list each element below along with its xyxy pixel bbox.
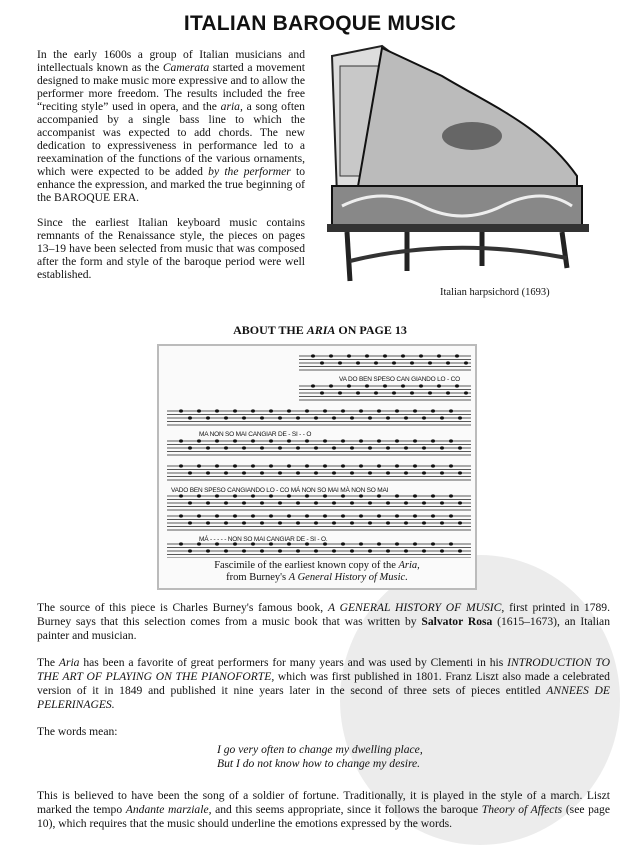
note bbox=[359, 439, 363, 442]
note bbox=[419, 384, 423, 387]
body-paragraph-3: The words mean: bbox=[37, 725, 118, 738]
text-run: aria, bbox=[220, 100, 243, 113]
note bbox=[377, 494, 381, 497]
text-run: Andante marziale, bbox=[125, 803, 212, 816]
section-heading bbox=[0, 323, 640, 338]
note bbox=[338, 361, 342, 364]
text-run: Camerata bbox=[162, 61, 210, 74]
note bbox=[359, 464, 363, 467]
note bbox=[188, 471, 192, 474]
note bbox=[323, 439, 327, 442]
note bbox=[386, 416, 390, 419]
note bbox=[215, 439, 219, 442]
note bbox=[404, 549, 408, 552]
note bbox=[341, 494, 345, 497]
note bbox=[188, 549, 192, 552]
note bbox=[440, 446, 444, 449]
note bbox=[341, 514, 345, 517]
note bbox=[242, 521, 246, 524]
note bbox=[197, 494, 201, 497]
note bbox=[449, 514, 453, 517]
note bbox=[320, 391, 324, 394]
note bbox=[395, 514, 399, 517]
heading-text: ABOUT THE bbox=[233, 323, 307, 337]
note bbox=[233, 439, 237, 442]
note bbox=[455, 384, 459, 387]
note bbox=[332, 446, 336, 449]
note bbox=[260, 416, 264, 419]
note bbox=[188, 446, 192, 449]
note bbox=[332, 416, 336, 419]
note bbox=[431, 494, 435, 497]
note bbox=[224, 549, 228, 552]
note bbox=[404, 471, 408, 474]
note bbox=[428, 391, 432, 394]
note bbox=[377, 514, 381, 517]
note bbox=[197, 409, 201, 412]
text-run: by the performer bbox=[208, 165, 291, 178]
note bbox=[296, 501, 300, 504]
text-run: The bbox=[37, 656, 59, 669]
note bbox=[440, 521, 444, 524]
note bbox=[260, 549, 264, 552]
text-run: and this seems appropriate, since it follows the baroque bbox=[211, 803, 482, 816]
note bbox=[404, 416, 408, 419]
text-run: The source of this piece is Charles Burney's famous book, bbox=[37, 601, 328, 614]
note bbox=[410, 361, 414, 364]
note bbox=[341, 464, 345, 467]
note bbox=[224, 501, 228, 504]
note bbox=[287, 494, 291, 497]
note bbox=[386, 549, 390, 552]
note bbox=[395, 439, 399, 442]
lyric-line: MÁ - - - - - NON SO MAI CANGIAR DE - SI - O. bbox=[199, 536, 328, 543]
note bbox=[179, 542, 183, 545]
note bbox=[368, 549, 372, 552]
text-run: This is believed to have been the song of a soldier of fortune. Traditionally, it is played in the style of a march. Liszt marked the tempo bbox=[37, 789, 610, 816]
note bbox=[179, 464, 183, 467]
quote-line-1: I go very often to change my dwelling place, bbox=[217, 743, 423, 756]
note bbox=[449, 439, 453, 442]
note bbox=[188, 521, 192, 524]
note bbox=[431, 409, 435, 412]
note bbox=[287, 439, 291, 442]
note bbox=[395, 494, 399, 497]
note bbox=[305, 409, 309, 412]
note bbox=[440, 549, 444, 552]
note bbox=[350, 446, 354, 449]
note bbox=[455, 354, 459, 357]
note bbox=[242, 446, 246, 449]
note bbox=[422, 549, 426, 552]
lyric-line: MA NON SO MAI CANGIAR DE - SI - - O bbox=[199, 431, 312, 438]
note bbox=[314, 471, 318, 474]
note bbox=[392, 391, 396, 394]
note bbox=[464, 361, 468, 364]
note bbox=[422, 416, 426, 419]
note bbox=[437, 384, 441, 387]
text-run: first printed in 1789. Burney says that this selection comes from a music book that was written by bbox=[37, 601, 610, 628]
note bbox=[242, 501, 246, 504]
note bbox=[260, 501, 264, 504]
text-run: has been a favorite of great performers for many years and was used by Clementi in his bbox=[79, 656, 508, 669]
note bbox=[413, 514, 417, 517]
note bbox=[392, 361, 396, 364]
note bbox=[311, 354, 315, 357]
note bbox=[440, 501, 444, 504]
note bbox=[350, 521, 354, 524]
note bbox=[401, 354, 405, 357]
note bbox=[404, 501, 408, 504]
note bbox=[251, 409, 255, 412]
note bbox=[440, 471, 444, 474]
note bbox=[323, 514, 327, 517]
note bbox=[323, 494, 327, 497]
note bbox=[347, 384, 351, 387]
note bbox=[269, 439, 273, 442]
note bbox=[215, 494, 219, 497]
note bbox=[431, 514, 435, 517]
note bbox=[320, 361, 324, 364]
note bbox=[386, 446, 390, 449]
note bbox=[188, 501, 192, 504]
text-run: ANNEES DE PELERINAGES. bbox=[37, 684, 610, 711]
note bbox=[422, 501, 426, 504]
note bbox=[332, 549, 336, 552]
note bbox=[305, 494, 309, 497]
note bbox=[359, 542, 363, 545]
note bbox=[350, 416, 354, 419]
lyric-line: VA DO BEN SPESO CAN GIANDO LO - CO bbox=[339, 376, 460, 383]
note bbox=[305, 464, 309, 467]
note bbox=[401, 384, 405, 387]
note bbox=[251, 464, 255, 467]
note bbox=[413, 494, 417, 497]
note bbox=[413, 439, 417, 442]
note bbox=[377, 542, 381, 545]
note bbox=[449, 464, 453, 467]
note bbox=[329, 354, 333, 357]
text-run: A GENERAL HISTORY OF MUSIC, bbox=[327, 601, 505, 614]
body-paragraph-1 bbox=[37, 601, 610, 643]
body-paragraph-2 bbox=[37, 656, 610, 712]
note bbox=[341, 409, 345, 412]
note bbox=[368, 521, 372, 524]
note bbox=[368, 501, 372, 504]
note bbox=[350, 549, 354, 552]
note bbox=[269, 514, 273, 517]
note bbox=[260, 446, 264, 449]
note bbox=[215, 409, 219, 412]
note bbox=[287, 409, 291, 412]
heading-text-end: ON PAGE 13 bbox=[335, 323, 407, 337]
note bbox=[341, 439, 345, 442]
text-run: started a movement designed to make music more expressive and to allow the performer more freedom. The results included the free “reciting style” used in opera, and the bbox=[37, 61, 306, 113]
note bbox=[287, 464, 291, 467]
note bbox=[305, 439, 309, 442]
note bbox=[374, 391, 378, 394]
note bbox=[296, 416, 300, 419]
note bbox=[242, 549, 246, 552]
note bbox=[419, 354, 423, 357]
note bbox=[368, 471, 372, 474]
note bbox=[242, 471, 246, 474]
note bbox=[458, 501, 462, 504]
note bbox=[314, 416, 318, 419]
note bbox=[296, 549, 300, 552]
note bbox=[404, 521, 408, 524]
note bbox=[251, 494, 255, 497]
note bbox=[356, 391, 360, 394]
note bbox=[206, 549, 210, 552]
note bbox=[329, 384, 333, 387]
note bbox=[449, 494, 453, 497]
intro-paragraph-1 bbox=[37, 48, 305, 204]
note bbox=[413, 409, 417, 412]
note bbox=[278, 521, 282, 524]
caption-text: from Burney's bbox=[226, 572, 289, 583]
note bbox=[323, 409, 327, 412]
note bbox=[359, 409, 363, 412]
text-run: Salvator Rosa bbox=[421, 615, 493, 628]
note bbox=[287, 514, 291, 517]
note bbox=[296, 471, 300, 474]
note bbox=[446, 361, 450, 364]
text-run: Aria bbox=[58, 656, 80, 669]
note bbox=[377, 439, 381, 442]
note bbox=[431, 464, 435, 467]
note bbox=[359, 494, 363, 497]
note bbox=[386, 521, 390, 524]
note bbox=[296, 446, 300, 449]
note bbox=[440, 416, 444, 419]
note bbox=[179, 514, 183, 517]
note bbox=[197, 514, 201, 517]
note bbox=[410, 391, 414, 394]
text-run: which was first published in 1801. Franz Liszt also made a celebrated version of it in 1849 and published it nine years later in the second of three sets of pieces entitled bbox=[37, 670, 610, 697]
note bbox=[224, 416, 228, 419]
note bbox=[377, 464, 381, 467]
note bbox=[179, 409, 183, 412]
note bbox=[458, 549, 462, 552]
note bbox=[278, 549, 282, 552]
note bbox=[347, 354, 351, 357]
text-run: INTRODUCTION TO THE ART OF PLAYING ON THE PIANOFORTE, bbox=[37, 656, 610, 683]
note bbox=[233, 464, 237, 467]
note bbox=[206, 471, 210, 474]
quote bbox=[37, 743, 610, 771]
note bbox=[206, 501, 210, 504]
page-title: ITALIAN BAROQUE MUSIC bbox=[183, 12, 457, 35]
note bbox=[374, 361, 378, 364]
note bbox=[215, 514, 219, 517]
note bbox=[386, 501, 390, 504]
note bbox=[314, 521, 318, 524]
lyric-line: VADO BEN SPESO CANGIANDO LO - CO MÁ NON SO MAI MÀ NON SO MAI bbox=[171, 487, 389, 494]
note bbox=[332, 501, 336, 504]
note bbox=[422, 446, 426, 449]
note bbox=[260, 471, 264, 474]
note bbox=[224, 471, 228, 474]
body-text bbox=[37, 601, 610, 844]
note bbox=[356, 361, 360, 364]
note bbox=[269, 464, 273, 467]
note bbox=[365, 384, 369, 387]
note bbox=[332, 471, 336, 474]
note bbox=[458, 521, 462, 524]
note bbox=[458, 416, 462, 419]
note bbox=[449, 409, 453, 412]
heading-italic: ARIA bbox=[306, 323, 336, 337]
caption-italic: A General History of Music. bbox=[288, 572, 408, 583]
note bbox=[251, 514, 255, 517]
note bbox=[350, 471, 354, 474]
harpsichord-illustration bbox=[312, 36, 612, 286]
text-run: a song often accompanied by a single bass line to which the accompanist was expected to add chords. The new dedication to expressiveness in performance led to a reexamination of the functions of the various ornaments, which were expected to be added bbox=[37, 100, 305, 178]
note bbox=[278, 446, 282, 449]
music-facsimile bbox=[157, 344, 477, 590]
note bbox=[278, 416, 282, 419]
note bbox=[395, 409, 399, 412]
caption-italic: Aria, bbox=[398, 560, 420, 571]
note bbox=[458, 471, 462, 474]
note bbox=[278, 501, 282, 504]
note bbox=[404, 446, 408, 449]
note bbox=[350, 501, 354, 504]
text-run: to enhance the expression, and marked the true beginning of the BAROQUE ERA. bbox=[37, 165, 306, 204]
note bbox=[413, 464, 417, 467]
intro-paragraph-2: Since the earliest Italian keyboard music contains remnants of the Renaissance style, the pieces on pages 13–19 have been selected from music that was composed after the form and style of the baroque period were well established. bbox=[37, 216, 305, 281]
note bbox=[233, 494, 237, 497]
note bbox=[446, 391, 450, 394]
note bbox=[368, 416, 372, 419]
note bbox=[269, 409, 273, 412]
note bbox=[305, 514, 309, 517]
caption-text: Fascimile of the earliest known copy of the bbox=[214, 560, 399, 571]
note bbox=[368, 446, 372, 449]
note bbox=[278, 471, 282, 474]
note bbox=[395, 464, 399, 467]
body-paragraph-4 bbox=[37, 789, 610, 831]
note bbox=[338, 391, 342, 394]
note bbox=[314, 501, 318, 504]
note bbox=[341, 542, 345, 545]
note bbox=[311, 384, 315, 387]
harpsichord-caption: Italian harpsichord (1693) bbox=[440, 287, 550, 298]
note bbox=[179, 439, 183, 442]
note bbox=[383, 354, 387, 357]
note bbox=[437, 354, 441, 357]
note bbox=[395, 542, 399, 545]
note bbox=[206, 446, 210, 449]
text-run: Theory of Affects bbox=[481, 803, 563, 816]
note bbox=[260, 521, 264, 524]
note bbox=[422, 521, 426, 524]
note bbox=[242, 416, 246, 419]
note bbox=[206, 416, 210, 419]
note bbox=[332, 521, 336, 524]
note bbox=[359, 514, 363, 517]
text-run: In the early 1600s a group of Italian musicians and intellectuals known as the bbox=[37, 48, 305, 74]
note bbox=[296, 521, 300, 524]
note bbox=[386, 471, 390, 474]
text-run: (1615–1673), an Italian painter and musician. bbox=[37, 615, 610, 642]
note bbox=[224, 446, 228, 449]
note bbox=[413, 542, 417, 545]
note bbox=[314, 549, 318, 552]
note bbox=[431, 439, 435, 442]
note bbox=[377, 409, 381, 412]
note bbox=[233, 514, 237, 517]
note bbox=[269, 494, 273, 497]
note bbox=[422, 471, 426, 474]
note bbox=[197, 464, 201, 467]
intro-text bbox=[37, 48, 305, 293]
note bbox=[179, 494, 183, 497]
facsimile-caption bbox=[159, 560, 475, 584]
note bbox=[365, 354, 369, 357]
note bbox=[233, 409, 237, 412]
note bbox=[251, 439, 255, 442]
note bbox=[323, 464, 327, 467]
note bbox=[188, 416, 192, 419]
text-run: (see page 10), which requires that the music should underline the emotions expressed by the words. bbox=[37, 803, 610, 830]
note bbox=[431, 542, 435, 545]
quote-line-2: But I do not know how to change my desire. bbox=[217, 757, 421, 770]
note bbox=[224, 521, 228, 524]
note bbox=[449, 542, 453, 545]
note bbox=[206, 521, 210, 524]
note bbox=[428, 361, 432, 364]
note bbox=[458, 446, 462, 449]
note bbox=[314, 446, 318, 449]
note bbox=[197, 439, 201, 442]
note bbox=[464, 391, 468, 394]
note bbox=[215, 464, 219, 467]
note bbox=[383, 384, 387, 387]
